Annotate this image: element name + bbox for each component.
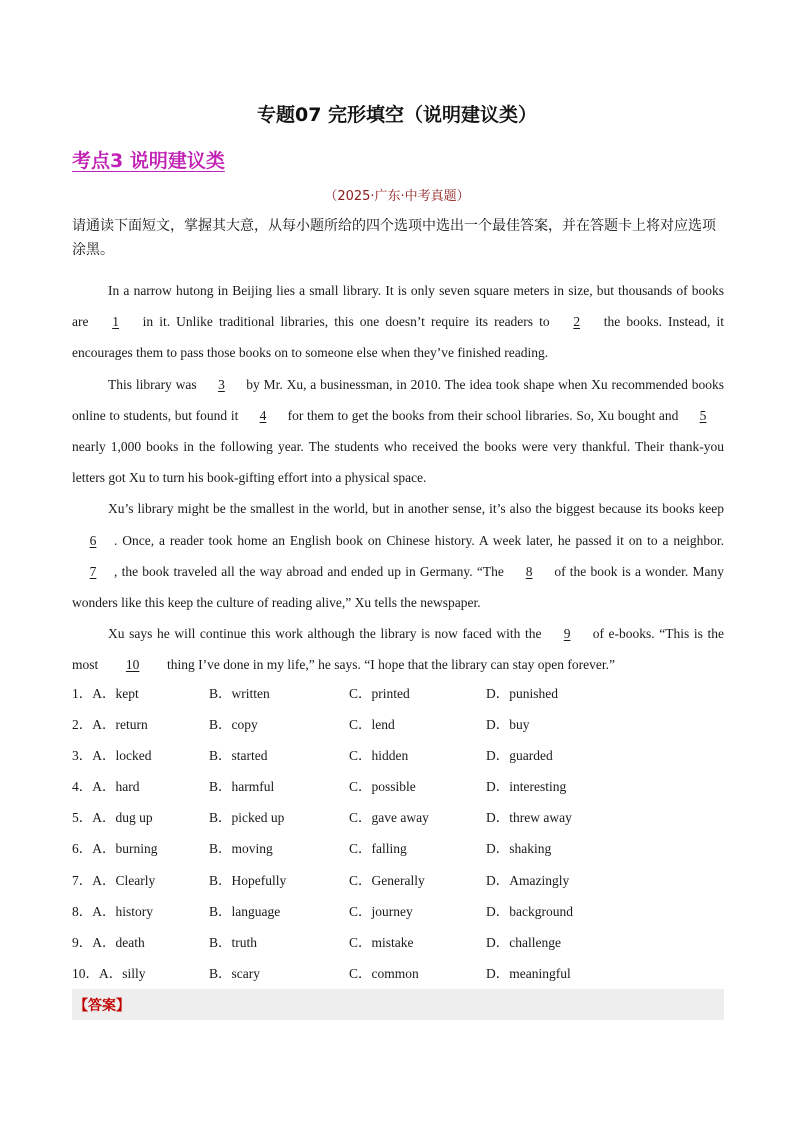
option-c: C．hidden: [349, 748, 409, 764]
passage-text: in it. Unlike traditional libraries, this one doesn’t require its readers to: [136, 314, 556, 330]
question-row: [72, 896, 724, 927]
blank-6: 6: [89, 532, 97, 548]
option-b: B．scary: [209, 965, 260, 981]
question-row: [72, 709, 724, 740]
option-d: D．punished: [486, 686, 558, 701]
option-a: 1．A．kept: [72, 686, 139, 701]
option-b: B．copy: [209, 717, 258, 733]
blank-7: 7: [89, 563, 97, 579]
option-b: B．Hopefully: [209, 872, 287, 888]
option-d: D．guarded: [486, 748, 553, 764]
paragraph-4: [72, 618, 724, 680]
passage-text: thing I’ve done in my life,” he says. “I hope that the library can stay open forever.”: [163, 657, 615, 673]
option-d: D．buy: [486, 717, 530, 733]
option-c: C．mistake: [349, 934, 414, 950]
passage-text: of the book is a wonder. Many wonders like this keep the culture of reading alive,” Xu tells the newspaper.: [72, 563, 724, 611]
section-heading: 考点3 说明建议类: [72, 150, 225, 172]
option-b: B．truth: [209, 934, 258, 950]
passage-text: In a narrow hutong in Beijing lies a small library. It is only seven square meters in size, but thousands of books are: [72, 283, 724, 330]
option-b: B．moving: [209, 841, 273, 857]
question-row: [72, 771, 724, 802]
question-row: [72, 865, 724, 896]
cloze-passage: [72, 275, 724, 681]
question-row: [72, 740, 724, 771]
blank-2: 2: [573, 314, 581, 330]
paragraph-3: [72, 493, 724, 618]
blank-9: 9: [563, 626, 571, 642]
option-b: B．written: [209, 686, 270, 701]
option-c: C．Generally: [349, 872, 425, 888]
blank-3: 3: [218, 376, 225, 392]
option-c: C．printed: [349, 686, 410, 701]
blank-1: 1: [112, 314, 119, 330]
question-row: [72, 802, 724, 833]
passage-text: the books. Instead, it encourages them to pass those books on to someone else when they’ve finished reading.: [72, 314, 724, 361]
option-a: 3．A．locked: [72, 748, 152, 764]
page-title: 专题07 完形填空（说明建议类）: [256, 104, 538, 126]
option-a: 9．A．death: [72, 934, 145, 950]
option-d: D．meaningful: [486, 965, 571, 981]
option-a: 6．A．burning: [72, 841, 158, 857]
option-d: D．threw away: [486, 810, 572, 826]
option-c: C．journey: [349, 903, 413, 919]
blank-8: 8: [525, 563, 533, 579]
paragraph-1: [72, 275, 724, 369]
source-note: （2025·广东·中考真题）: [324, 189, 470, 204]
answer-bar: [72, 989, 724, 1020]
passage-text: for them to get the books from their school libraries. So, Xu bought and: [283, 407, 682, 423]
option-b: B．started: [209, 748, 268, 764]
option-b: B．language: [209, 903, 281, 919]
passage-text: . Once, a reader took home an English book on Chinese history. A week later, he passed it on to a neighbor.: [114, 532, 724, 548]
question-row: [72, 678, 724, 709]
option-c: C．falling: [349, 841, 407, 857]
option-a: 7．A．Clearly: [72, 872, 156, 888]
option-d: D．shaking: [486, 841, 552, 857]
option-a: 2．A．return: [72, 717, 148, 733]
option-a: 5．A．dug up: [72, 810, 153, 826]
blank-5: 5: [699, 407, 707, 423]
answer-label: 【答案】: [74, 998, 130, 1014]
passage-text: Xu’s library might be the smallest in the world, but in another sense, it’s also the biggest because its books keep: [108, 501, 724, 517]
option-a: 8．A．history: [72, 903, 153, 919]
passage-text: of e-books. “This is the most: [72, 626, 725, 673]
question-row: [72, 927, 724, 958]
blank-10: 10: [125, 657, 140, 673]
passage-text: by Mr. Xu, a businessman, in 2010. The idea took shape when Xu recommended books online to students, but found it: [72, 376, 725, 423]
option-a: 4．A．hard: [72, 779, 140, 795]
option-a: 10．A．silly: [72, 965, 146, 981]
passage-text: Xu says he will continue this work although the library is now faced with the: [108, 626, 547, 642]
option-d: D．Amazingly: [486, 872, 570, 888]
option-c: C．lend: [349, 717, 395, 733]
passage-text: This library was: [108, 376, 201, 392]
option-d: D．background: [486, 903, 573, 919]
instructions: 请通读下面短文，掌握其大意，从每小题所给的四个选项中选出一个最佳答案，并在答题卡上将对应选项涂黑。: [72, 218, 716, 258]
passage-text: nearly 1,000 books in the following year. The students who received the books were very thankful. Their thank-you letters got Xu to turn his book-gifting effort into a physical space.: [72, 439, 724, 486]
paragraph-2: [72, 369, 724, 494]
option-c: C．possible: [349, 779, 416, 795]
blank-4: 4: [259, 407, 267, 423]
option-b: B．harmful: [209, 779, 275, 795]
option-c: C．gave away: [349, 810, 429, 826]
option-b: B．picked up: [209, 810, 285, 826]
option-d: D．challenge: [486, 934, 561, 950]
question-row: [72, 958, 724, 989]
options-list: [72, 678, 724, 989]
option-c: C．common: [349, 965, 419, 981]
question-row: [72, 833, 724, 864]
option-d: D．interesting: [486, 779, 567, 795]
passage-text: , the book traveled all the way abroad and ended up in Germany. “The: [114, 563, 509, 579]
